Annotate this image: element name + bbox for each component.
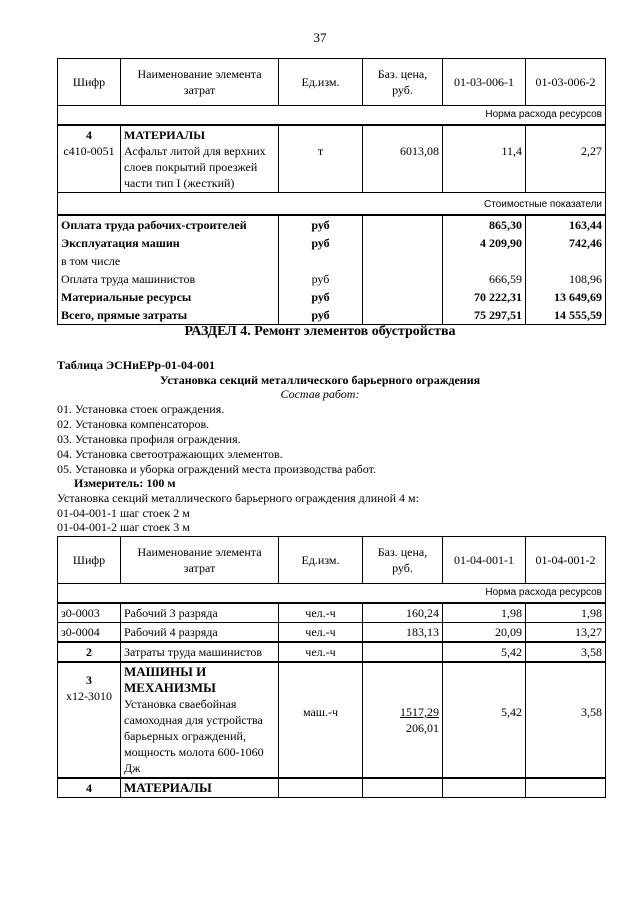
machines-title: МАШИНЫ И МЕХАНИЗМЫ (124, 664, 216, 695)
cost-a: 4 209,90 (443, 234, 526, 252)
cost-a: 666,59 (443, 270, 526, 288)
meter: Измеритель: 100 м (74, 476, 176, 490)
cost-row (58, 288, 606, 306)
cost-b: 163,44 (526, 215, 606, 234)
cost-b: 14 555,59 (526, 306, 606, 325)
cost-name: в том числе (58, 252, 279, 270)
section-title: РАЗДЕЛ 4. Ремонт элементов обустройства (184, 324, 456, 339)
machines-row (58, 662, 606, 778)
header-col-b: 01-04-001-2 (526, 537, 606, 584)
cost-name: Материальные ресурсы (58, 288, 279, 306)
cost-price (363, 270, 443, 288)
header-name: Наименование элемента затрат (121, 537, 279, 584)
works-label: Состав работ: (280, 387, 360, 401)
labor-unit: чел.-ч (279, 642, 363, 662)
work-item: 02. Установка компенсаторов. (57, 417, 210, 431)
machines-price-1: 1517,29 (400, 705, 439, 719)
machines-unit: маш.-ч (302, 705, 339, 719)
materials-row (58, 125, 606, 193)
labor-code: з0-0003 (58, 603, 121, 623)
work-item: 01. Установка стоек ограждения. (57, 402, 225, 416)
page-number: 37 (313, 30, 327, 45)
machines-a: 5,42 (501, 705, 522, 719)
materials-a: 11,4 (501, 144, 522, 158)
cost-b: 13 649,69 (526, 288, 606, 306)
table-id: Таблица ЭСНиЕРр-01-04-001 (57, 358, 216, 372)
cost-unit: руб (279, 215, 363, 234)
materials-num: 4 (86, 128, 92, 142)
header-code: Шифр (58, 537, 121, 584)
header-code: Шифр (58, 59, 121, 106)
cost-name: Оплата труда машинистов (58, 270, 279, 288)
cost-name: Эксплуатация машин (58, 234, 279, 252)
materials-unit: т (317, 144, 324, 158)
resource-table-2 (57, 536, 606, 798)
cost-row (58, 306, 606, 325)
work-item: 03. Установка профиля ограждения. (57, 432, 241, 446)
materials-code: с410-0051 (63, 144, 115, 158)
work-item: 05. Установка и уборка ограждений места производства работ. (57, 462, 376, 476)
cost-unit: руб (279, 306, 363, 325)
norm-label: Норма расхода ресурсов (58, 584, 606, 604)
cost-unit: руб (279, 270, 363, 288)
cost-unit: руб (279, 288, 363, 306)
machines-price-2: 206,01 (406, 721, 439, 735)
labor-unit: чел.-ч (279, 603, 363, 623)
materials-row-2 (58, 778, 606, 798)
cost-b: 742,46 (526, 234, 606, 252)
cost-price (363, 215, 443, 234)
cost-price (363, 252, 443, 270)
labor-price: 160,24 (363, 603, 443, 623)
machines-code: х12-3010 (66, 689, 112, 703)
materials-b: 2,27 (581, 144, 602, 158)
labor-a: 20,09 (443, 623, 526, 643)
meter-description: Установка секций металлического барьерного ограждения длиной 4 м: (57, 491, 419, 505)
machines-name: Установка сваебойная самоходная для устройства барьерных ограждений, мощность молота 600-1060 Дж (124, 697, 264, 775)
header-name: Наименование элемента затрат (121, 59, 279, 106)
labor-a: 1,98 (443, 603, 526, 623)
cost-row (58, 252, 606, 270)
cost-b: 108,96 (526, 270, 606, 288)
cost-a (443, 252, 526, 270)
cost-unit (279, 252, 363, 270)
labor-name: Рабочий 4 разряда (121, 623, 279, 643)
labor-row (58, 623, 606, 643)
labor-a: 5,42 (443, 642, 526, 662)
machines-b: 3,58 (581, 705, 602, 719)
cost-b (526, 252, 606, 270)
materials-title-2: МАТЕРИАЛЫ (121, 778, 279, 798)
materials-num-2: 4 (58, 778, 121, 798)
cost-row (58, 270, 606, 288)
header-price: Баз. цена, руб. (363, 537, 443, 584)
materials-title: МАТЕРИАЛЫ (124, 128, 205, 142)
variant-item: 01-04-001-1 шаг стоек 2 м (57, 506, 190, 520)
labor-row (58, 603, 606, 623)
materials-price: 6013,08 (400, 144, 439, 158)
cost-price (363, 306, 443, 325)
labor-b: 13,27 (526, 623, 606, 643)
labor-b: 1,98 (526, 603, 606, 623)
materials-name: Асфальт литой для верхних слоев покрытий проезжей части тип I (жесткий) (124, 144, 266, 190)
cost-row (58, 215, 606, 234)
norm-label: Норма расхода ресурсов (58, 106, 606, 126)
variant-item: 01-04-001-2 шаг стоек 3 м (57, 520, 190, 534)
labor-num: 2 (58, 642, 121, 662)
cost-a: 75 297,51 (443, 306, 526, 325)
cost-label: Стоимостные показатели (58, 193, 606, 216)
cost-unit: руб (279, 234, 363, 252)
labor-b: 3,58 (526, 642, 606, 662)
labor-unit: чел.-ч (279, 623, 363, 643)
table-header-row (58, 59, 606, 106)
header-unit: Ед.изм. (279, 59, 363, 106)
table-title: Установка секций металлического барьерного ограждения (159, 373, 481, 387)
header-col-a: 01-03-006-1 (443, 59, 526, 106)
cost-price (363, 234, 443, 252)
labor-machinists-row (58, 642, 606, 662)
labor-price: 183,13 (363, 623, 443, 643)
header-unit: Ед.изм. (279, 537, 363, 584)
header-col-a: 01-04-001-1 (443, 537, 526, 584)
cost-name: Всего, прямые затраты (58, 306, 279, 325)
resource-table-1 (57, 58, 606, 325)
labor-name: Рабочий 3 разряда (121, 603, 279, 623)
labor-code: з0-0004 (58, 623, 121, 643)
table-header-row (58, 537, 606, 584)
cost-name: Оплата труда рабочих-строителей (58, 215, 279, 234)
header-price: Баз. цена, руб. (363, 59, 443, 106)
cost-a: 70 222,31 (443, 288, 526, 306)
cost-row (58, 234, 606, 252)
cost-price (363, 288, 443, 306)
header-col-b: 01-03-006-2 (526, 59, 606, 106)
machines-num: 3 (86, 673, 92, 687)
labor-name: Затраты труда машинистов (121, 642, 279, 662)
cost-a: 865,30 (443, 215, 526, 234)
work-item: 04. Установка светоотражающих элементов. (57, 447, 283, 461)
